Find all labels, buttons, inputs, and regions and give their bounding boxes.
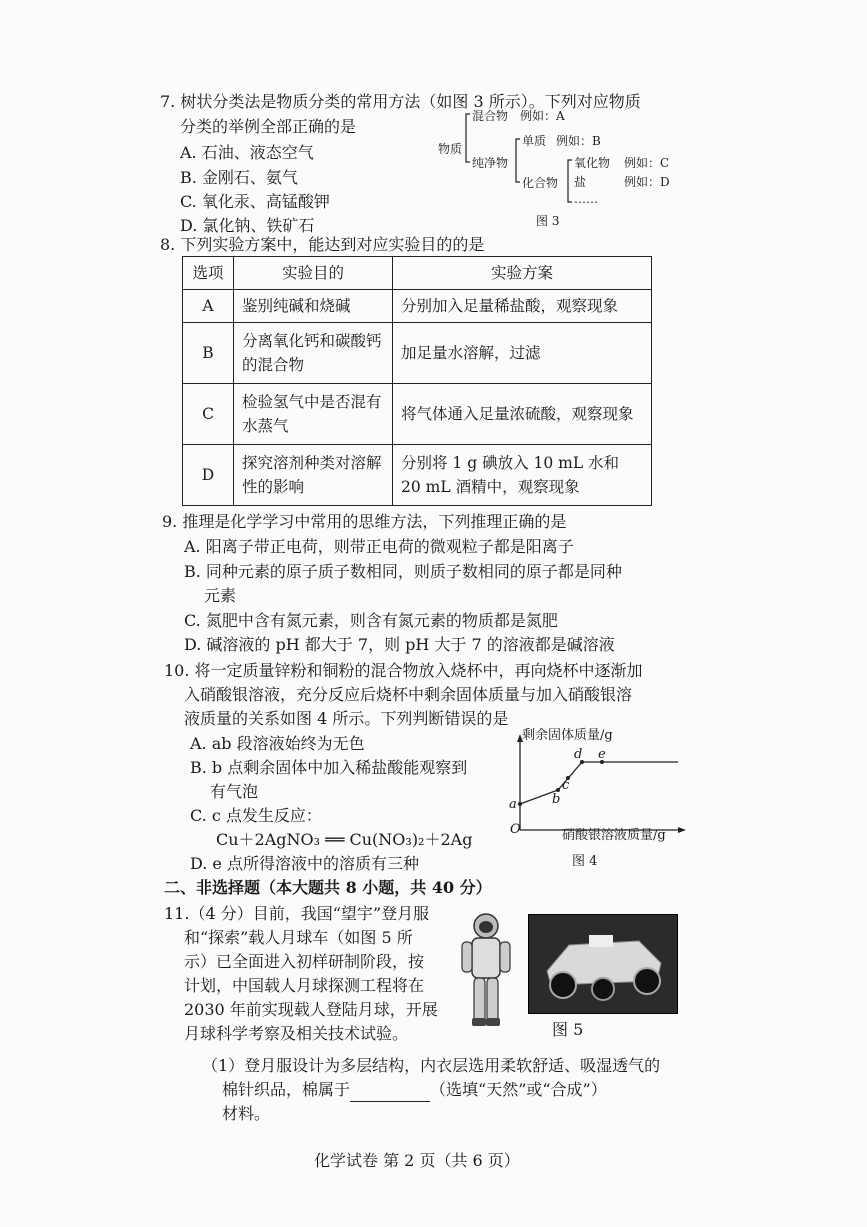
graph-y-label: 剩余固体质量/g xyxy=(522,728,613,743)
q11-line3: 示）已全面进入初样研制阶段，按 xyxy=(184,952,425,971)
tree-mixture-label: 混合物 xyxy=(472,109,509,123)
row-purpose: 检验氢气中是否混有水蒸气 xyxy=(234,384,393,445)
tree-element-label: 单质 xyxy=(522,134,547,148)
table-row xyxy=(183,323,652,384)
row-option: D xyxy=(183,445,234,506)
table-row xyxy=(183,384,652,445)
graph-x-label: 硝酸银溶液质量/g xyxy=(562,828,666,843)
tree-root-label: 物质 xyxy=(438,142,463,156)
figure4-caption: 图 4 xyxy=(572,854,598,869)
row-purpose: 鉴别纯碱和烧碱 xyxy=(234,290,393,323)
q9-stem: 9. 推理是化学学习中常用的思维方法，下列推理正确的是 xyxy=(162,512,567,531)
graph-origin-label: O xyxy=(510,822,521,837)
tree-oxide-example: 例如：C xyxy=(624,156,670,170)
figure3-caption: 图 3 xyxy=(536,214,560,228)
q11-sub1-line1: （1）登月服设计为多层结构，内衣层选用柔软舒适、吸湿透气的 xyxy=(202,1056,661,1075)
q9-option-b-line2: 元素 xyxy=(204,586,237,605)
q10-option-b-line1: B. b 点剩余固体中加入稀盐酸能观察到 xyxy=(190,758,468,777)
graph-axes xyxy=(500,730,690,870)
tree-more-label: …… xyxy=(574,192,598,206)
q9-option-b-line1: B. 同种元素的原子质子数相同，则质子数相同的原子都是同种 xyxy=(184,562,622,581)
section2-heading: 二、非选择题（本大题共 8 小题，共 40 分） xyxy=(164,878,492,897)
q7-stem-line2: 分类的举例全部正确的是 xyxy=(180,117,357,136)
graph-point-d: d xyxy=(574,747,583,762)
header-option: 选项 xyxy=(183,257,234,290)
q11-sub1-text-b: （选填“天然”或“合成”） xyxy=(430,1080,607,1099)
row-purpose: 探究溶剂种类对溶解性的影响 xyxy=(234,445,393,506)
answer-blank[interactable] xyxy=(350,1085,430,1102)
table-row xyxy=(183,445,652,506)
tree-mixture-example: 例如：A xyxy=(520,109,565,123)
graph-curve xyxy=(520,762,678,804)
tree-salt-label: 盐 xyxy=(574,175,587,189)
lunar-rover-image xyxy=(528,914,678,1014)
q10-option-b-line2: 有气泡 xyxy=(210,782,259,801)
graph-point-b: b xyxy=(552,792,561,807)
tree-compound-label: 化合物 xyxy=(522,176,559,190)
q10-stem-line3: 液质量的关系如图 4 所示。下列判断错误的是 xyxy=(184,709,509,728)
table-header-row xyxy=(183,257,652,290)
q9-option-d: D. 碱溶液的 pH 都大于 7，则 pH 大于 7 的溶液都是碱溶液 xyxy=(184,635,615,654)
header-purpose: 实验目的 xyxy=(234,257,393,290)
q11-sub1-line2 xyxy=(222,1078,607,1102)
q10-stem-line1: 10. 将一定质量锌粉和铜粉的混合物放入烧杯中，再向烧杯中逐渐加 xyxy=(164,661,643,680)
graph-point-c: c xyxy=(562,778,570,793)
row-option: B xyxy=(183,323,234,384)
table-row xyxy=(183,290,652,323)
header-plan: 实验方案 xyxy=(393,257,652,290)
q11-line2: 和“探索”载人月球车（如图 5 所 xyxy=(184,928,413,947)
q7-option-a: A. 石油、液态空气 xyxy=(180,143,314,162)
q11-line1: 11.（4 分）目前，我国“望宇”登月服 xyxy=(164,904,430,923)
page-footer: 化学试卷 第 2 页（共 6 页） xyxy=(314,1151,520,1170)
q9-option-c: C. 氮肥中含有氮元素，则含有氮元素的物质都是氮肥 xyxy=(184,611,558,630)
q10-option-c: C. c 点发生反应： xyxy=(190,806,322,825)
q10-option-d: D. e 点所得溶液中的溶质有三种 xyxy=(190,854,419,873)
q8-stem: 8. 下列实验方案中，能达到对应实验目的的是 xyxy=(160,235,485,254)
tree-salt-example: 例如：D xyxy=(624,175,670,189)
q7-stem-line1: 7. 树状分类法是物质分类的常用方法（如图 3 所示）。下列对应物质 xyxy=(160,92,641,111)
figure4-graph xyxy=(500,730,690,870)
experiment-table xyxy=(182,256,652,506)
q10-option-a: A. ab 段溶液始终为无色 xyxy=(190,734,365,753)
q10-stem-line2: 入硝酸银溶液，充分反应后烧杯中剩余固体质量与加入硝酸银溶 xyxy=(184,685,633,704)
row-option: A xyxy=(183,290,234,323)
q10-equation: Cu＋2AgNO₃ ══ Cu(NO₃)₂＋2Ag xyxy=(216,830,473,849)
q11-line5: 2030 年前实现载人登陆月球，开展 xyxy=(184,1000,438,1019)
row-plan: 分别将 1 g 碘放入 10 mL 水和 20 mL 酒精中，观察现象 xyxy=(393,445,652,506)
tree-pure-label: 纯净物 xyxy=(472,156,509,170)
q11-sub1-line3: 材料。 xyxy=(222,1104,271,1123)
tree-element-example: 例如：B xyxy=(556,134,601,148)
q7-option-c: C. 氧化汞、高锰酸钾 xyxy=(180,192,330,211)
q11-line6: 月球科学考察及相关技术试验。 xyxy=(184,1024,409,1043)
classification-tree-figure xyxy=(438,104,688,234)
row-plan: 加足量水溶解，过滤 xyxy=(393,323,652,384)
row-option: C xyxy=(183,384,234,445)
q11-sub1-text-a: 棉针织品，棉属于 xyxy=(222,1080,351,1099)
row-purpose: 分离氧化钙和碳酸钙的混合物 xyxy=(234,323,393,384)
figure5-caption: 图 5 xyxy=(552,1020,584,1039)
astronaut-image xyxy=(456,910,516,1030)
graph-point-e: e xyxy=(598,747,606,762)
row-plan: 分别加入足量稀盐酸，观察现象 xyxy=(393,290,652,323)
q7-option-b: B. 金刚石、氨气 xyxy=(180,168,298,187)
row-plan: 将气体通入足量浓硫酸，观察现象 xyxy=(393,384,652,445)
q9-option-a: A. 阳离子带正电荷，则带正电荷的微观粒子都是阳离子 xyxy=(184,537,574,556)
graph-point-a: a xyxy=(509,797,517,812)
q11-line4: 计划，中国载人月球探测工程将在 xyxy=(184,976,425,995)
tree-oxide-label: 氧化物 xyxy=(574,156,611,170)
q7-option-d: D. 氯化钠、铁矿石 xyxy=(180,216,315,235)
